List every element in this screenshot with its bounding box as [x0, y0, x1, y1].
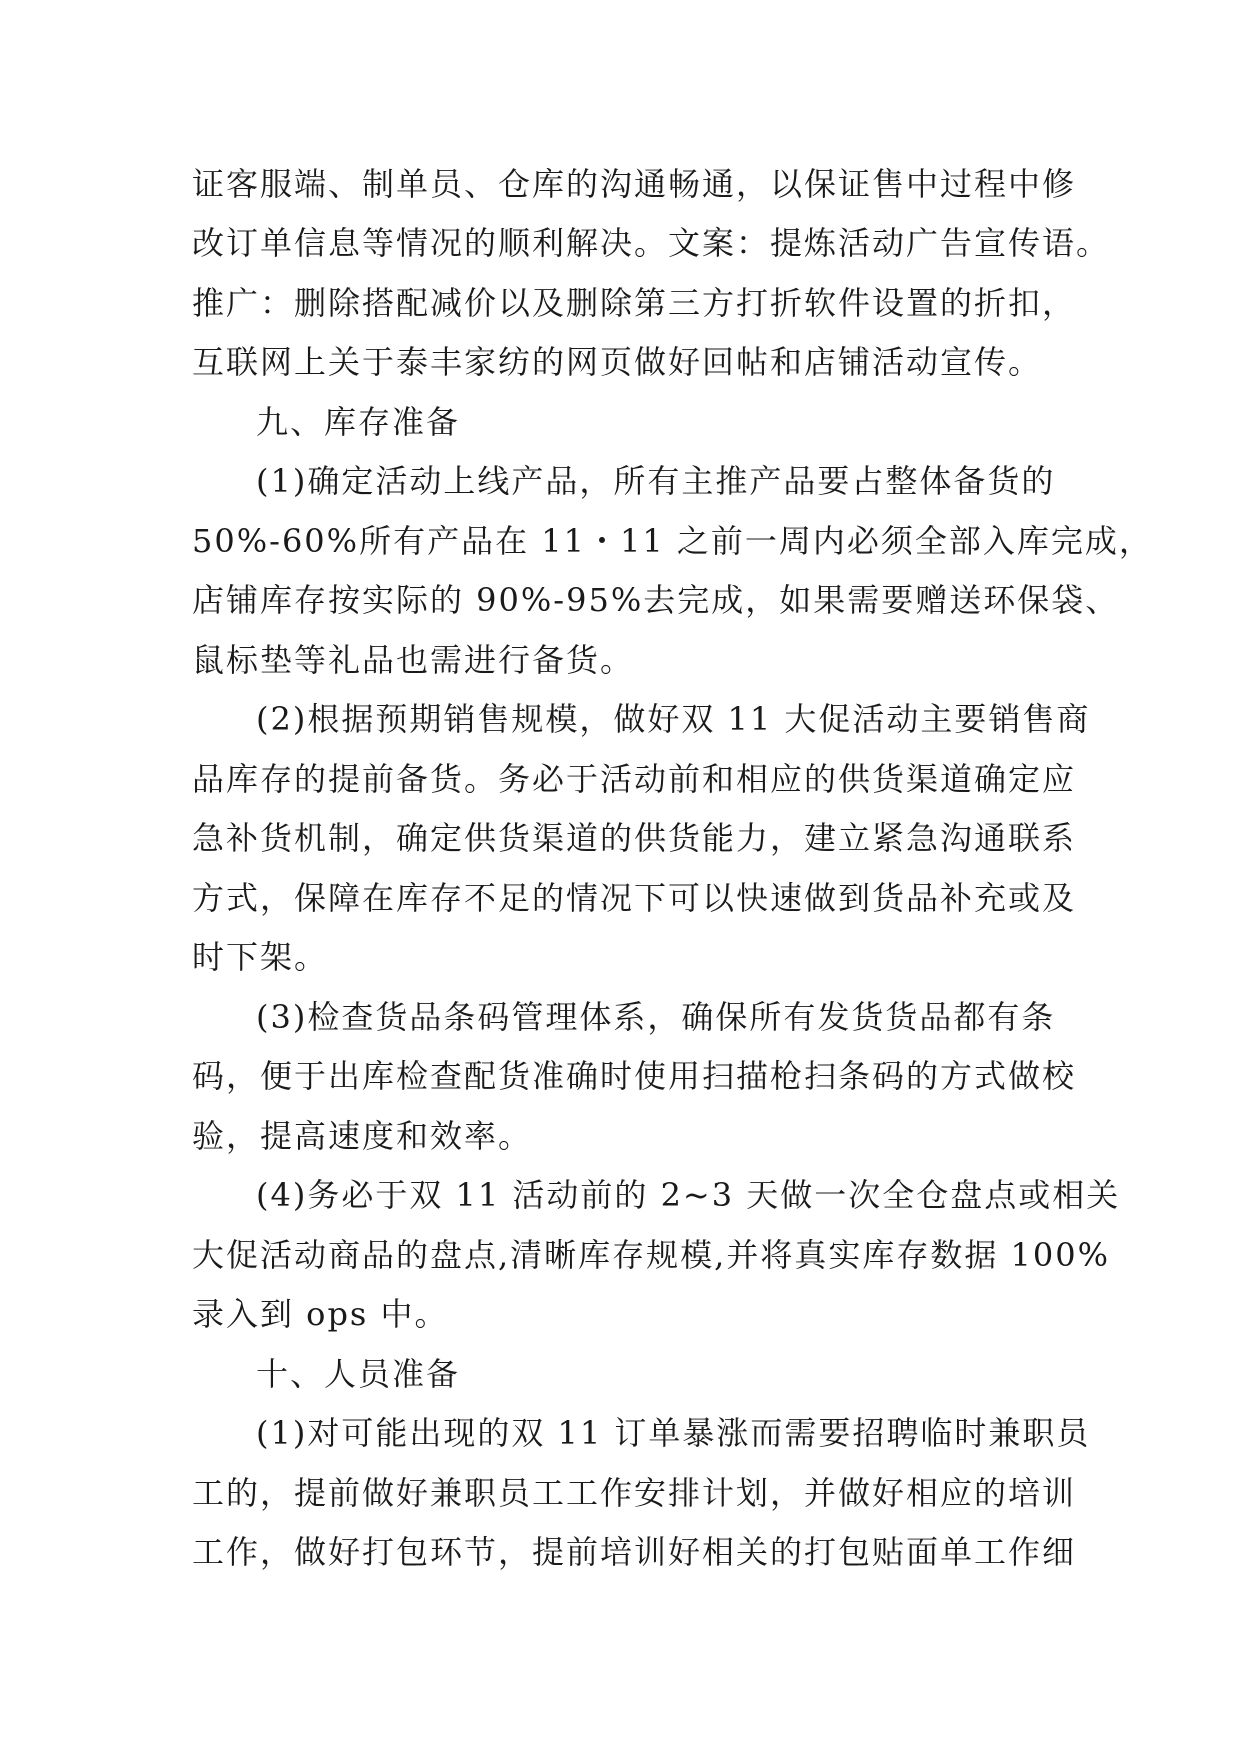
- body-text-line: 互联网上关于泰丰家纺的网页做好回帖和店铺活动宣传。: [192, 343, 1043, 381]
- body-text-line: 时下架。: [192, 938, 329, 976]
- body-text-line: 大促活动商品的盘点,清晰库存规模,并将真实库存数据 100%: [192, 1236, 1111, 1274]
- body-text-line: 推广：删除搭配减价以及删除第三方打折软件设置的折扣，: [192, 284, 1077, 322]
- body-text-line: 店铺库存按实际的 90%-95%去完成，如果需要赠送环保袋、: [192, 581, 1120, 619]
- body-text-line: 证客服端、制单员、仓库的沟通畅通，以保证售中过程中修: [192, 165, 1077, 203]
- body-text-line: (1)对可能出现的双 11 订单暴涨而需要招聘临时兼职员: [256, 1414, 1091, 1452]
- body-text-line: 改订单信息等情况的顺利解决。文案：提炼活动广告宣传语。: [192, 224, 1111, 262]
- body-text-line: 50%-60%所有产品在 11・11 之前一周内必须全部入库完成，: [192, 522, 1153, 560]
- body-text-line: (2)根据预期销售规模，做好双 11 大促活动主要销售商: [256, 700, 1091, 738]
- body-text-line: 鼠标垫等礼品也需进行备货。: [192, 641, 635, 679]
- body-text-line: 工的，提前做好兼职员工工作安排计划，并做好相应的培训: [192, 1474, 1077, 1512]
- body-text-line: (3)检查货品条码管理体系，确保所有发货货品都有条: [256, 998, 1056, 1036]
- section-heading: 九、库存准备: [256, 403, 461, 441]
- body-text-line: 方式，保障在库存不足的情况下可以快速做到货品补充或及: [192, 879, 1077, 917]
- body-text-line: 急补货机制，确定供货渠道的供货能力，建立紧急沟通联系: [192, 819, 1077, 857]
- body-text-line: 品库存的提前备货。务必于活动前和相应的供货渠道确定应: [192, 760, 1077, 798]
- body-text-line: 码，便于出库检查配货准确时使用扫描枪扫条码的方式做校: [192, 1057, 1077, 1095]
- body-text-line: 工作，做好打包环节，提前培训好相关的打包贴面单工作细: [192, 1533, 1077, 1571]
- section-heading: 十、人员准备: [256, 1355, 461, 1393]
- body-text-line: (1)确定活动上线产品，所有主推产品要占整体备货的: [256, 462, 1056, 500]
- body-text-line: (4)务必于双 11 活动前的 2~3 天做一次全仓盘点或相关: [256, 1176, 1121, 1214]
- body-text-line: 验，提高速度和效率。: [192, 1117, 533, 1155]
- body-text-line: 录入到 ops 中。: [192, 1295, 449, 1333]
